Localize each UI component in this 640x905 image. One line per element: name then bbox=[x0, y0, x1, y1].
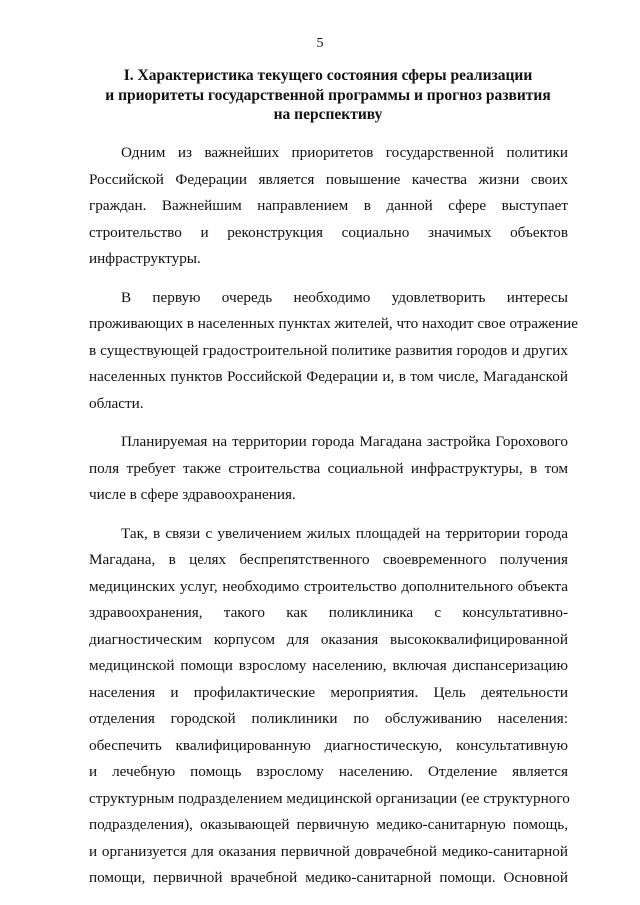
page-number: 5 bbox=[316, 36, 324, 51]
section-title-line: и приоритеты государственной программы и прогноз развития bbox=[105, 86, 551, 104]
paragraph-line: в существующей градостроительной политике развития городов и других bbox=[89, 341, 568, 359]
paragraph-line: Российской Федерации является повышение качества жизни своих bbox=[89, 170, 568, 188]
paragraph-line: населенных пунктов Российской Федерации и, в том числе, Магаданской bbox=[89, 368, 568, 385]
paragraph-line: граждан. Важнейшим направлением в данной сфере выступает bbox=[89, 197, 568, 214]
paragraph-line: Так, в связи с увеличением жилых площадей на территории города bbox=[121, 524, 568, 542]
paragraph-line: В первую очередь необходимо удовлетворить интересы bbox=[121, 288, 568, 306]
paragraph-line: диагностическим корпусом для оказания высококвалифицированной bbox=[89, 630, 568, 648]
section-title-line: I. Характеристика текущего состояния сферы реализации bbox=[123, 67, 533, 84]
paragraph-line: строительство и реконструкция социально значимых объектов bbox=[89, 223, 568, 241]
paragraph-line: обеспечить квалифицированную диагностическую, консультативную bbox=[89, 736, 568, 754]
paragraph-line: медицинской помощи взрослому населению, включая диспансеризацию bbox=[89, 657, 568, 674]
paragraph-line: медицинских услуг, необходимо строительство дополнительного объекта bbox=[89, 577, 568, 595]
paragraph-line: инфраструктуры. bbox=[89, 250, 201, 267]
paragraph bbox=[89, 285, 579, 418]
paragraph-line: здравоохранения, такого как поликлиника с консультативно- bbox=[89, 604, 568, 621]
paragraph-line: структурным подразделением медицинской организации (ее структурного bbox=[89, 789, 570, 807]
paragraph-line: области. bbox=[89, 394, 144, 412]
paragraph-line: Планируемая на территории города Магадана застройка Горохового bbox=[121, 433, 568, 450]
paragraph-line: подразделения), оказывающей первичную медико-санитарную помощь, bbox=[89, 816, 568, 833]
paragraph-line: и организуется для оказания первичной доврачебной медико-санитарной bbox=[89, 842, 568, 860]
paragraph-line: Магадана, в целях беспрепятственного своевременного получения bbox=[89, 551, 568, 568]
paragraph-line: отделения городской поликлиники по обслуживанию населения: bbox=[89, 710, 568, 727]
paragraph bbox=[89, 521, 568, 892]
body-text bbox=[89, 140, 579, 904]
section-title-line: на перспективу bbox=[273, 106, 383, 123]
paragraph-line: проживающих в населенных пунктах жителей, что находит свое отражение bbox=[89, 315, 579, 332]
paragraph bbox=[89, 429, 568, 509]
paragraph-line: населения и профилактические мероприятия. Цель деятельности bbox=[89, 683, 568, 701]
paragraph bbox=[89, 140, 568, 273]
section-title bbox=[80, 66, 576, 125]
paragraph-line: Одним из важнейших приоритетов государственной политики bbox=[121, 144, 568, 161]
paragraph-line: помощи, первичной врачебной медико-санитарной помощи. Основной bbox=[89, 869, 568, 886]
paragraph-line: числе в сфере здравоохранения. bbox=[89, 486, 296, 503]
paragraph-line: и лечебную помощь взрослому населению. Отделение является bbox=[89, 763, 568, 780]
paragraph-line: поля требует также строительства социальной инфраструктуры, в том bbox=[89, 459, 568, 477]
